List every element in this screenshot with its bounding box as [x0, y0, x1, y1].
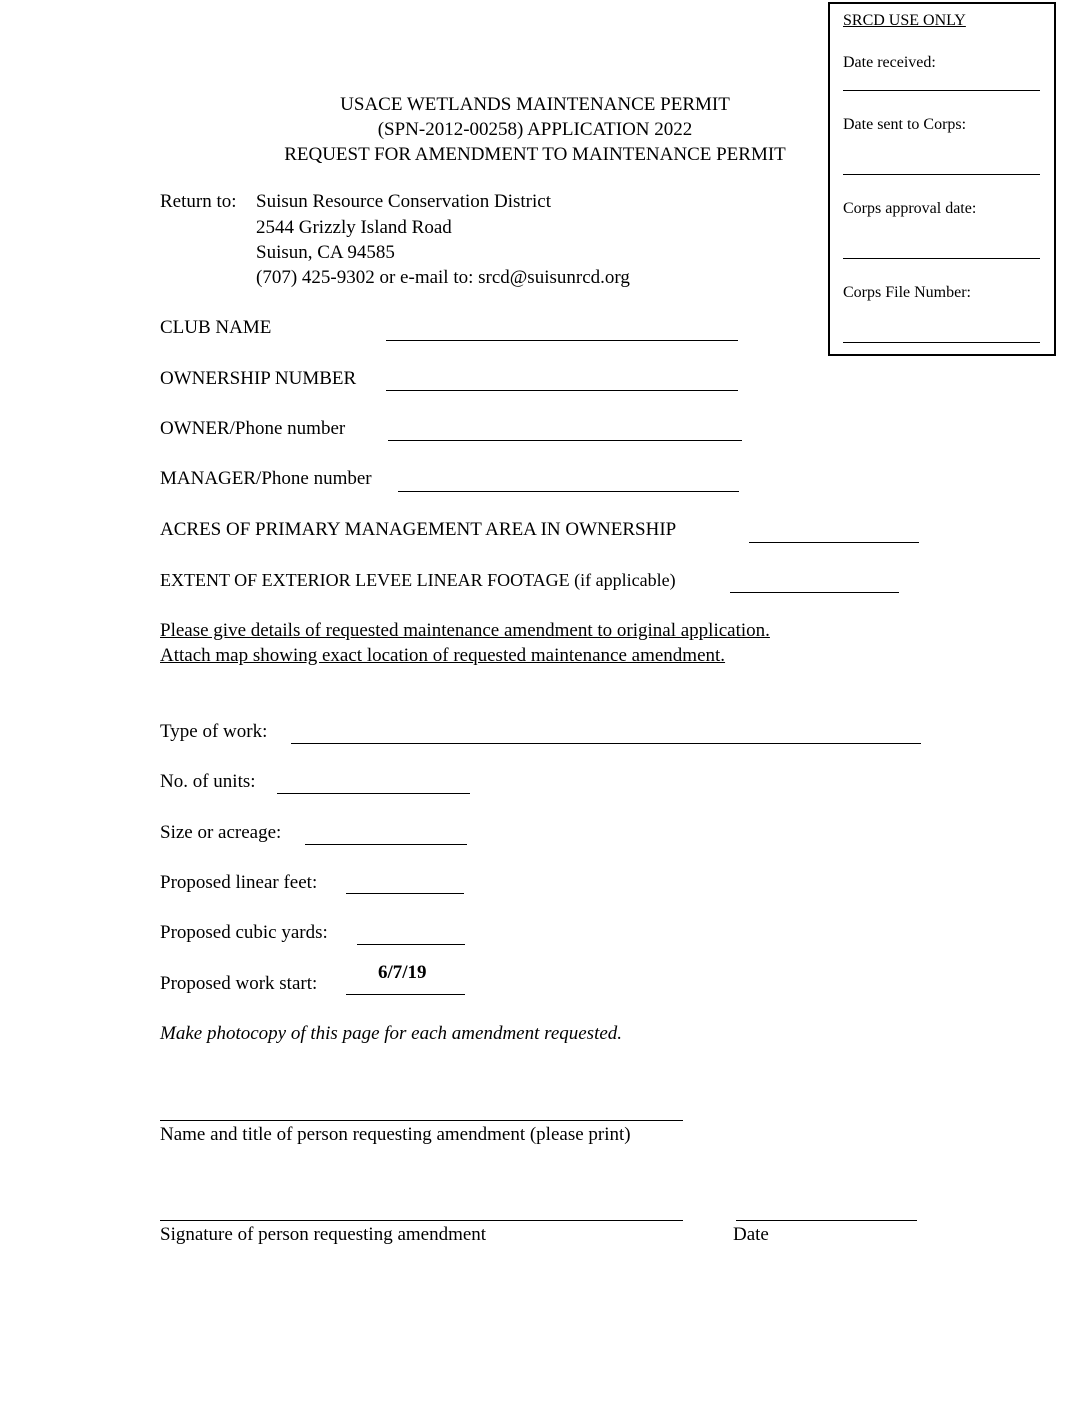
instructions-line-2: Attach map showing exact location of requested maintenance amendment.	[160, 645, 726, 666]
date-received-line[interactable]	[843, 90, 1040, 91]
size-acreage-field[interactable]	[305, 844, 467, 845]
type-of-work-label: Type of work:	[160, 721, 268, 742]
return-city: Suisun, CA 94585	[256, 242, 395, 263]
name-title-line[interactable]	[160, 1120, 683, 1121]
return-to-label: Return to:	[160, 191, 237, 212]
no-of-units-field[interactable]	[277, 793, 470, 794]
srcd-use-only-box	[828, 2, 1056, 356]
name-title-label: Name and title of person requesting amendment (please print)	[160, 1124, 631, 1145]
manager-phone-field[interactable]	[398, 491, 739, 492]
linear-feet-label: Proposed linear feet:	[160, 872, 318, 893]
ownership-number-field[interactable]	[386, 390, 738, 391]
return-street: 2544 Grizzly Island Road	[256, 217, 452, 238]
photocopy-note: Make photocopy of this page for each amendment requested.	[160, 1023, 623, 1044]
work-start-field[interactable]	[346, 994, 465, 995]
no-of-units-label: No. of units:	[160, 771, 256, 792]
title-line-3: REQUEST FOR AMENDMENT TO MAINTENANCE PERMIT	[284, 144, 786, 165]
date-sent-label: Date sent to Corps:	[843, 116, 967, 133]
signature-label: Signature of person requesting amendment	[160, 1224, 487, 1245]
date-line[interactable]	[736, 1220, 917, 1221]
levee-label: EXTENT OF EXTERIOR LEVEE LINEAR FOOTAGE (if applicable)	[160, 570, 676, 590]
approval-date-line[interactable]	[843, 258, 1040, 259]
file-number-line[interactable]	[843, 342, 1040, 343]
acres-label: ACRES OF PRIMARY MANAGEMENT AREA IN OWNERSHIP	[160, 519, 677, 540]
date-received-label: Date received:	[843, 54, 936, 71]
work-start-value[interactable]: 6/7/19	[378, 962, 427, 983]
title-line-2: (SPN-2012-00258) APPLICATION 2022	[377, 119, 693, 140]
date-sent-line[interactable]	[843, 174, 1040, 175]
file-number-label: Corps File Number:	[843, 284, 971, 301]
return-org: Suisun Resource Conservation District	[256, 191, 551, 212]
owner-phone-label: OWNER/Phone number	[160, 418, 346, 439]
club-name-field[interactable]	[386, 340, 738, 341]
title-line-1: USACE WETLANDS MAINTENANCE PERMIT	[340, 94, 730, 115]
linear-feet-field[interactable]	[346, 893, 464, 894]
date-label: Date	[733, 1224, 769, 1245]
manager-phone-label: MANAGER/Phone number	[160, 468, 372, 489]
levee-field[interactable]	[730, 592, 899, 593]
ownership-number-label: OWNERSHIP NUMBER	[160, 368, 357, 389]
cubic-yards-field[interactable]	[357, 944, 465, 945]
signature-line[interactable]	[160, 1220, 683, 1221]
srcd-box-title: SRCD USE ONLY	[843, 12, 966, 29]
instructions-line-1: Please give details of requested maintenance amendment to original application.	[160, 620, 770, 641]
size-acreage-label: Size or acreage:	[160, 822, 282, 843]
page-title	[180, 92, 890, 167]
club-name-label: CLUB NAME	[160, 317, 272, 338]
work-start-label: Proposed work start:	[160, 973, 318, 994]
approval-date-label: Corps approval date:	[843, 200, 977, 217]
acres-field[interactable]	[749, 542, 919, 543]
return-contact: (707) 425-9302 or e-mail to: srcd@suisunrcd.org	[256, 267, 630, 288]
owner-phone-field[interactable]	[388, 440, 742, 441]
cubic-yards-label: Proposed cubic yards:	[160, 922, 328, 943]
type-of-work-field[interactable]	[291, 743, 921, 744]
